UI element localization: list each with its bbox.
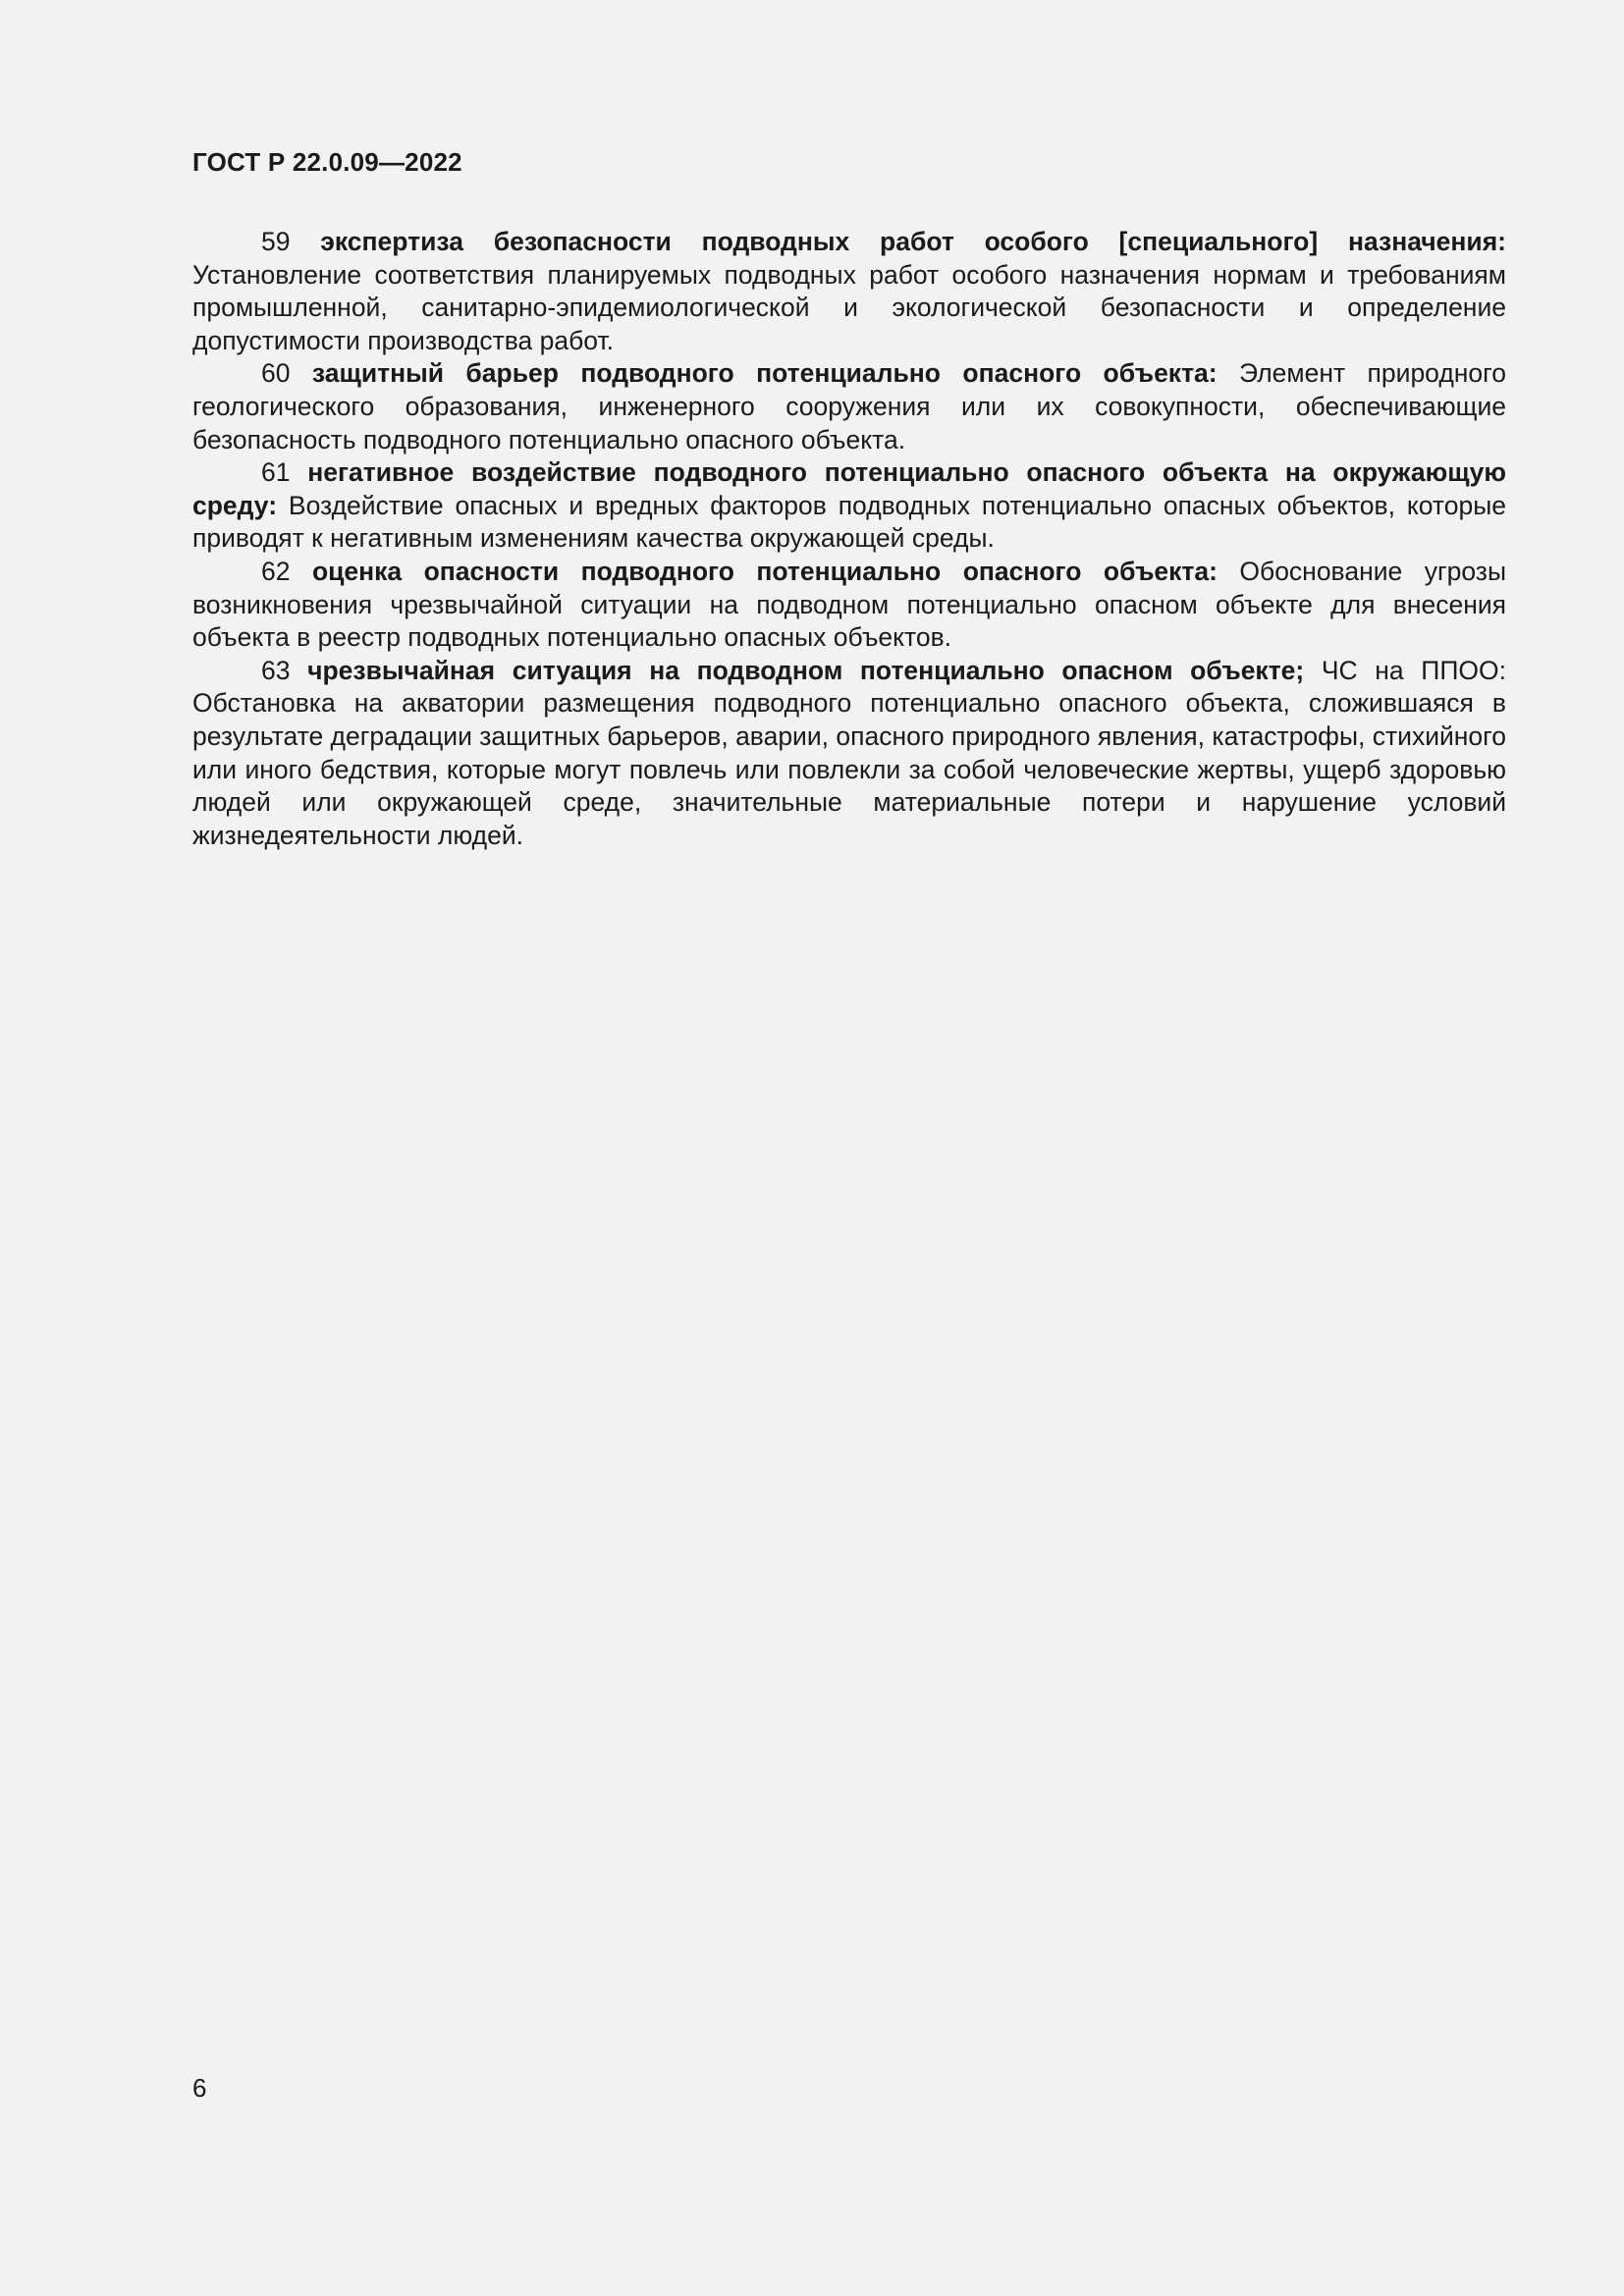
term-number: 59 [261, 227, 291, 256]
term-definition: Обоснование угрозы возникновения чрезвычайной ситуации на подводном потенциально опасном объекте для внесения объекта в реестр подводных потенциально опасных объектов. [192, 556, 1506, 653]
term-definition: Установление соответствия планируемых подводных работ особого назначения нормам и требованиям промышленной, санитарно-эпидемиологической и экологической безопасности и определение допустимости производства работ. [192, 259, 1506, 355]
document-header: ГОСТ Р 22.0.09—2022 [192, 147, 462, 177]
term-title: оценка опасности подводного потенциально опасного объекта: [311, 556, 1218, 586]
term-definition: Воздействие опасных и вредных факторов подводных потенциально опасных объектов, которые приводят к негативным изменениям качества окружающей среды. [192, 490, 1506, 554]
term-title: чрезвычайная ситуация на подводном потенциально опасном объекте; [307, 655, 1305, 685]
term-number: 61 [261, 457, 291, 488]
page-number: 6 [192, 2073, 207, 2103]
term-entry-60 [192, 357, 1506, 456]
term-title: защитный барьер подводного потенциально опасного объекта: [311, 358, 1218, 389]
term-entry-61 [192, 456, 1506, 556]
term-number: 60 [261, 358, 291, 389]
term-entry-62 [192, 556, 1506, 655]
term-entry-59 [192, 226, 1506, 357]
term-number: 63 [261, 655, 291, 685]
terms-section [192, 226, 1506, 852]
term-entry-63 [192, 655, 1506, 853]
term-definition: Элемент природного геологического образования, инженерного сооружения или их совокупности, обеспечивающие безопасность подводного потенциально опасного объекта. [192, 358, 1506, 454]
term-number: 62 [261, 556, 291, 586]
term-title: негативное воздействие подводного потенциально опасного объекта на окружающую среду: [192, 457, 1506, 520]
term-definition: ЧС на ППОО: Обстановка на акватории размещения подводного потенциально опасного объекта, сложившаяся в результате деградации защитных барьеров, аварии, опасного природного явления, катастрофы, стихийного или иного бедствия, которые могут повлечь или повлекли за собой человеческие жертвы, ущерб здоровью людей или окружающей среде, значительные материальные потери и нарушение условий жизнедеятельности людей. [192, 655, 1506, 850]
term-title: экспертиза безопасности подводных работ особого [специального] назначения: [320, 227, 1506, 256]
